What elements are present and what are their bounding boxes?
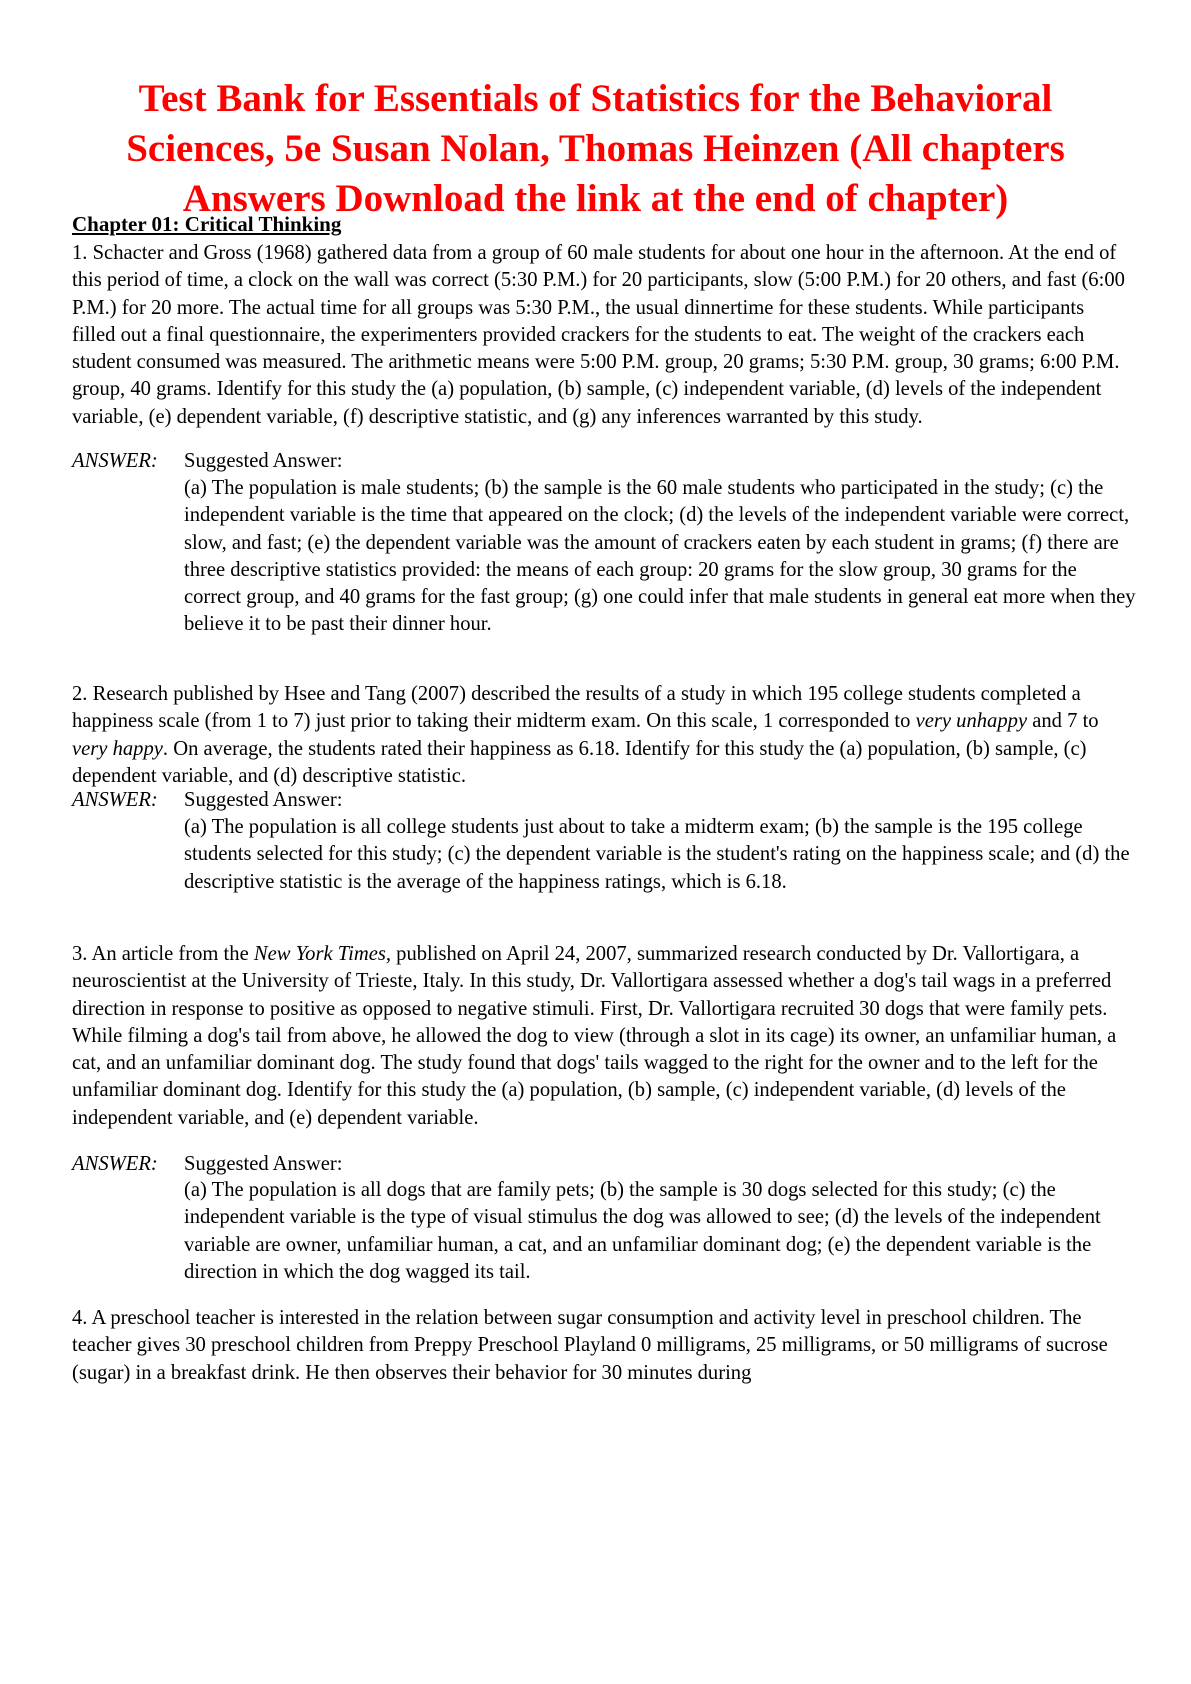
suggested-answer-label: Suggested Answer:	[184, 450, 343, 472]
answer-tag: ANSWER:	[72, 1153, 158, 1175]
answer-label-2	[72, 787, 342, 814]
answer-tag: ANSWER:	[72, 450, 158, 472]
suggested-answer-label: Suggested Answer:	[184, 789, 343, 811]
answer-label-3	[72, 1151, 342, 1178]
chapter-heading: Chapter 01: Critical Thinking	[72, 212, 342, 236]
question-3-part-b: published on April 24, 2007, summarized research conducted by Dr. Vallortigara, a neuroscientist at the University of Trieste, Italy. In this study, Dr. Vallortigara assessed whether a dog's tail wags in a preferred direction in response to positive as opposed to negative stimuli. First, Dr. Vallortigara recruited 30 dogs that were family pets. While filming a dog's tail from above, he allowed the dog to view (through a slot in its cage) its owner, an unfamiliar human, a cat, and an unfamiliar dominant dog. The study found that dogs' tails wagged to the right for the owner and to the left for the unfamiliar dominant dog. Identify for this study the (a) population, (b) sample, (c) independent variable, (d) levels of the independent variable, and (e) dependent variable.	[72, 943, 1117, 1129]
document-title: Test Bank for Essentials of Statistics for the Behavioral Sciences, 5e Susan Nolan, Thomas Heinzen (All chapters Answers Download the link at the end of chapter)	[126, 77, 1065, 220]
answer-label-1	[72, 448, 342, 475]
answer-text-1: (a) The population is male students; (b) the sample is the 60 male students who participated in the study; (c) the independent variable is the time that appeared on the clock; (d) the levels of the independent variable were correct, slow, and fast; (e) the dependent variable was the amount of crackers eaten by each student in grams; (f) there are three descriptive statistics provided: the means of each group: 20 grams for the slow group, 30 grams for the correct group, and 40 grams for the fast group; (g) one could infer that male students in general eat more when they believe it to be past their dinner hour.	[184, 477, 1136, 636]
suggested-answer-label: Suggested Answer:	[184, 1153, 343, 1175]
answer-text-2: (a) The population is all college students just about to take a midterm exam; (b) the sample is the 195 college students selected for this study; (c) the dependent variable is the student's rating on the happiness scale; and (d) the descriptive statistic is the average of the happiness ratings, which is 6.18.	[184, 816, 1130, 893]
question-3-italic-1: New York Times,	[253, 943, 391, 965]
question-2-part-c: . On average, the students rated their happiness as 6.18. Identify for this study the (a) population, (b) sample, (c) dependent variable, and (d) descriptive statistic.	[72, 737, 1087, 787]
answer-tag: ANSWER:	[72, 789, 158, 811]
question-1: 1. Schacter and Gross (1968) gathered data from a group of 60 male students for about one hour in the afternoon. At the end of this period of time, a clock on the wall was correct (5:30 P.M.) for 20 participants, slow (5:00 P.M.) for 20 others, and fast (6:00 P.M.) for 20 more. The actual time for all groups was 5:30 P.M., the usual dinnertime for these students. While participants filled out a final questionnaire, the experimenters provided crackers for the students to eat. The weight of the crackers each student consumed was measured. The arithmetic means were 5:00 P.M. group, 20 grams; 5:30 P.M. group, 30 grams; 6:00 P.M. group, 40 grams. Identify for this study the (a) population, (b) sample, (c) independent variable, (d) levels of the independent variable, (e) dependent variable, (f) descriptive statistic, and (g) any inferences warranted by this study.	[72, 242, 1125, 428]
question-2	[72, 681, 1132, 790]
question-2-part-b: and 7 to	[1027, 710, 1099, 733]
question-2-italic-1: very unhappy	[915, 710, 1028, 733]
answer-text-3: (a) The population is all dogs that are family pets; (b) the sample is 30 dogs selected for this study; (c) the independent variable is the type of visual stimulus the dog was allowed to see; (d) the levels of the independent variable are owner, unfamiliar human, a cat, and an unfamiliar dominant dog; (e) the dependent variable is the direction in which the dog wagged its tail.	[184, 1179, 1101, 1283]
question-2-italic-2: very happy	[72, 737, 163, 760]
question-3-part-a: 3. An article from the	[72, 943, 254, 965]
question-3	[72, 941, 1132, 1132]
question-4: 4. A preschool teacher is interested in the relation between sugar consumption and activity level in preschool children. The teacher gives 30 preschool children from Preppy Preschool Playland 0 milligrams, 25 milligrams, or 50 milligrams of sucrose (sugar) in a breakfast drink. He then observes their behavior for 30 minutes during	[72, 1307, 1108, 1384]
question-2-part-a: 2. Research published by Hsee and Tang (2007) described the results of a study in which 195 college students completed a happiness scale (from 1 to 7) just prior to taking their midterm exam. On this scale, 1 corresponded to	[72, 683, 1081, 733]
